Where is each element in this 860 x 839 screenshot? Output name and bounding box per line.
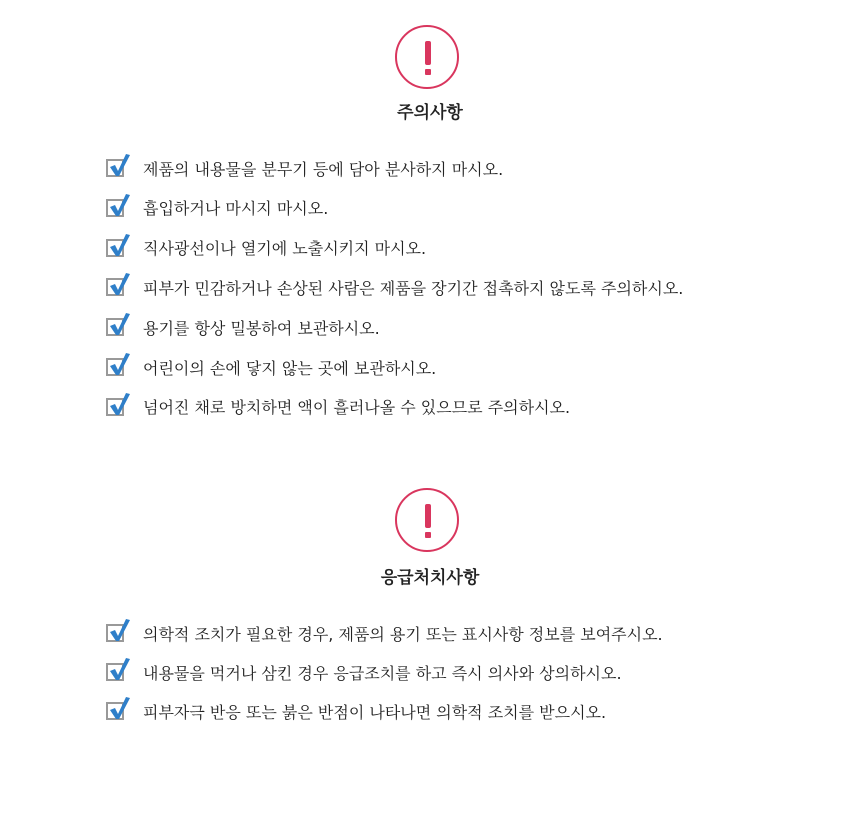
item-text: 어린이의 손에 닿지 않는 곳에 보관하시오.: [143, 358, 437, 378]
exclamation-icon: [395, 25, 459, 89]
section-title: 응급처치사항: [380, 568, 480, 588]
item-text: 의학적 조치가 필요한 경우, 제품의 용기 또는 표시사항 정보를 보여주시오.: [143, 624, 663, 644]
list-item: [106, 659, 622, 685]
list-item: [106, 314, 380, 340]
section-title: 주의사항: [397, 103, 463, 123]
list-item: [106, 354, 436, 380]
list-item: [106, 698, 606, 724]
checkmark-icon: [106, 358, 124, 376]
list-item: [106, 620, 663, 646]
item-text: 직사광선이나 열기에 노출시키지 마시오.: [143, 239, 427, 259]
item-text: 제품의 내용물을 분무기 등에 담아 분사하지 마시오.: [143, 159, 504, 179]
item-text: 용기를 항상 밀봉하여 보관하시오.: [143, 318, 380, 338]
checkmark-icon: [106, 278, 124, 296]
checkmark-icon: [106, 624, 124, 642]
checkmark-icon: [106, 663, 124, 681]
list-item: [106, 274, 683, 300]
item-text: 넘어진 채로 방치하면 액이 흘러나올 수 있으므로 주의하시오.: [143, 398, 571, 418]
exclamation-icon: [395, 488, 459, 552]
item-text: 흡입하거나 마시지 마시오.: [143, 199, 329, 219]
checkmark-icon: [106, 199, 124, 217]
item-text: 내용물을 먹거나 삼킨 경우 응급조치를 하고 즉시 의사와 상의하시오.: [143, 663, 622, 683]
checkmark-icon: [106, 398, 124, 416]
list-item: [106, 235, 426, 261]
checkmark-icon: [106, 702, 124, 720]
item-text: 피부가 민감하거나 손상된 사람은 제품을 장기간 접촉하지 않도록 주의하시오.: [143, 278, 684, 298]
list-item: [106, 394, 570, 420]
item-text: 피부자극 반응 또는 붉은 반점이 나타나면 의학적 조치를 받으시오.: [143, 702, 607, 722]
checkmark-icon: [106, 239, 124, 257]
list-item: [106, 155, 503, 181]
checkmark-icon: [106, 159, 124, 177]
list-item: [106, 195, 328, 221]
checkmark-icon: [106, 318, 124, 336]
